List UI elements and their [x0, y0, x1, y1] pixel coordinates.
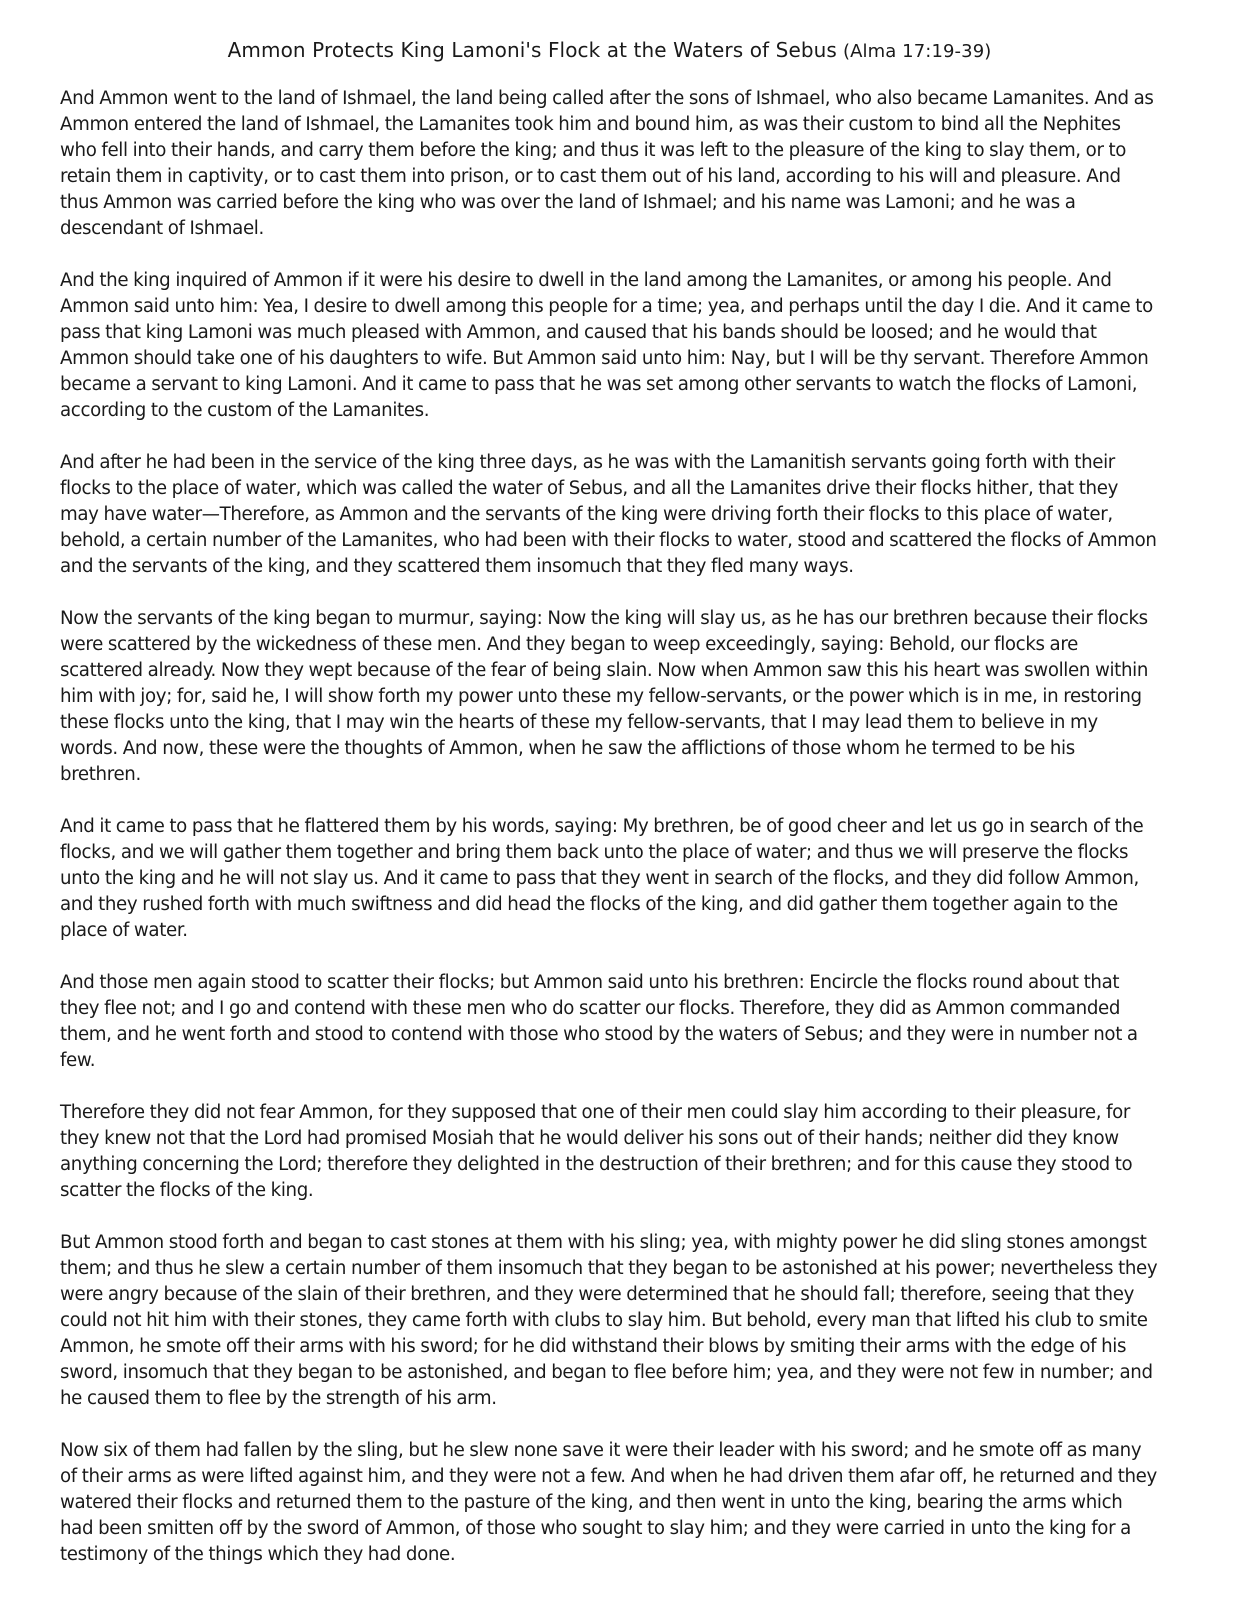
paragraph-3: And after he had been in the service of the king three days, as he was with the Lamanitish servants going forth with their flocks to the place of water, which was called the water of Sebus, and all the Lamanites drive their flocks hither, that they may have water—Therefore, as Ammon and the servants of the king were driving forth their flocks to this place of water, behold, a certain number of the Lamanites, who had been with their flocks to water, stood and scattered the flocks of Ammon and the servants of the king, and they scattered them insomuch that they fled many ways.: [60, 452, 1157, 577]
paragraph-1: And Ammon went to the land of Ishmael, the land being called after the sons of Ishmael, who also became Lamanites. And as Ammon entered the land of Ishmael, the Lamanites took him and bound him, as was their custom to bind all the Nephites who fell into their hands, and carry them before the king; and thus it was left to the pleasure of the king to slay them, or to retain them in captivity, or to cast them into prison, or to cast them out of his land, according to his will and pleasure. And thus Ammon was carried before the king who was over the land of Ishmael; and his name was Lamoni; and he was a descendant of Ishmael.: [60, 88, 1154, 239]
paragraph-8: But Ammon stood forth and began to cast stones at them with his sling; yea, with mighty power he did sling stones amongst them; and thus he slew a certain number of them insomuch that they began to be astonished at his power; nevertheless they were angry because of the slain of their brethren, and they were determined that he should fall; therefore, seeing that they could not hit him with their stones, they came forth with clubs to slay him. But behold, every man that lifted his club to smite Ammon, he smote off their arms with his sword; for he did withstand their blows by smiting their arms with the edge of his sword, insomuch that they began to be astonished, and began to flee before him; yea, and they were not few in number; and he caused them to flee by the strength of his arm.: [60, 1232, 1158, 1409]
paragraph-2: And the king inquired of Ammon if it were his desire to dwell in the land among the Lamanites, or among his people. And Ammon said unto him: Yea, I desire to dwell among this people for a time; yea, and perhaps until the day I die. And it came to pass that king Lamoni was much pleased with Ammon, and caused that his bands should be loosed; and he would that Ammon should take one of his daughters to wife. But Ammon said unto him: Nay, but I will be thy servant. Therefore Ammon became a servant to king Lamoni. And it came to pass that he was set among other servants to watch the flocks of Lamoni, according to the custom of the Lamanites.: [60, 270, 1153, 421]
paragraph-4: Now the servants of the king began to murmur, saying: Now the king will slay us, as he has our brethren because their flocks were scattered by the wickedness of these men. And they began to weep exceedingly, saying: Behold, our flocks are scattered already. Now they wept because of the fear of being slain. Now when Ammon saw this his heart was swollen within him with joy; for, said he, I will show forth my power unto these my fellow-servants, or the power which is in me, in restoring these flocks unto the king, that I may win the hearts of these my fellow-servants, that I may lead them to believe in my words. And now, these were the thoughts of Ammon, when he saw the afflictions of those whom he termed to be his brethren.: [60, 608, 1149, 785]
paragraph-6: And those men again stood to scatter their flocks; but Ammon said unto his brethren: Encircle the flocks round about that they flee not; and I go and contend with these men who do scatter our flocks. Therefore, they did as Ammon commanded them, and he went forth and stood to contend with those who stood by the waters of Sebus; and they were in number not a few.: [60, 972, 1138, 1071]
page-title: [60, 36, 1159, 66]
paragraph-5: And it came to pass that he flattered them by his words, saying: My brethren, be of good cheer and let us go in search of the flocks, and we will gather them together and bring them back unto the place of water; and thus we will preserve the flocks unto the king and he will not slay us. And it came to pass that they went in search of the flocks, and they did follow Ammon, and they rushed forth with much swiftness and did head the flocks of the king, and did gather them together again to the place of water.: [60, 816, 1144, 941]
paragraph-7: Therefore they did not fear Ammon, for they supposed that one of their men could slay him according to their pleasure, for they knew not that the Lord had promised Mosiah that he would deliver his sons out of their hands; neither did they know anything concerning the Lord; therefore they delighted in the destruction of their brethren; and for this cause they stood to scatter the flocks of the king.: [60, 1102, 1133, 1201]
paragraph-9: Now six of them had fallen by the sling, but he slew none save it were their leader with his sword; and he smote off as many of their arms as were lifted against him, and they were not a few. And when he had driven them afar off, he returned and they watered their flocks and returned them to the pasture of the king, and then went in unto the king, bearing the arms which had been smitten off by the sword of Ammon, of those who sought to slay him; and they were carried in unto the king for a testimony of the things which they had done.: [60, 1440, 1157, 1565]
scripture-reference: (Alma 17:19-39): [842, 41, 992, 62]
title-text: Ammon Protects King Lamoni's Flock at the Waters of Sebus: [227, 38, 837, 62]
